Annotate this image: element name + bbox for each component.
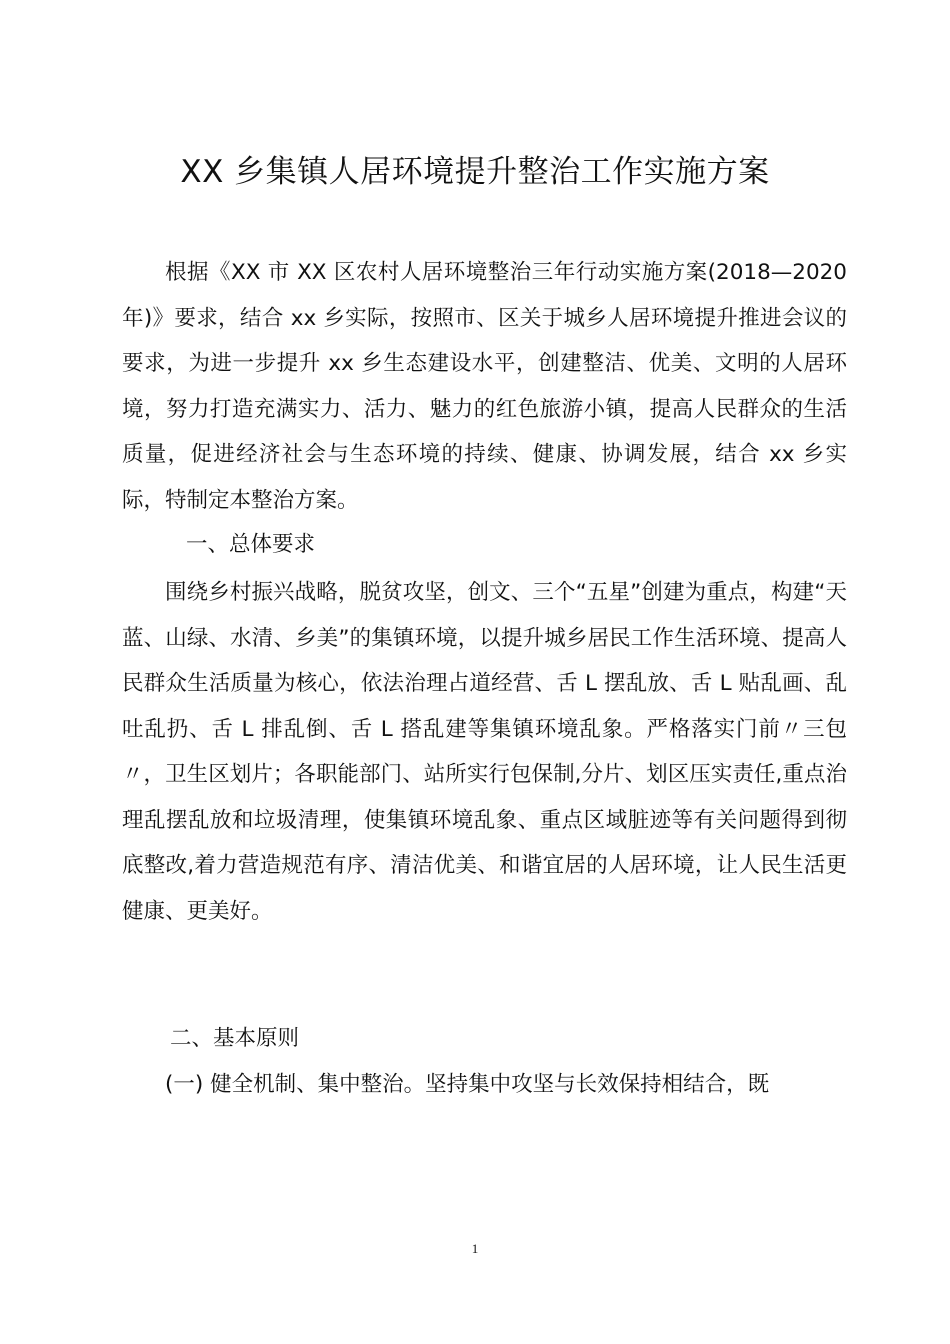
document-title: XX 乡集镇人居环境提升整治工作实施方案 bbox=[180, 154, 770, 190]
intro-paragraph-block bbox=[122, 250, 847, 523]
section-heading-basic-principles: 二、基本原则 bbox=[170, 1026, 300, 1051]
general-requirements-paragraph: 围绕乡村振兴战略，脱贫攻坚，创文、三个“五星”创建为重点，构建“天蓝、山绿、水清、乡美”的集镇环境，以提升城乡居民工作生活环境、提高人民群众生活质量为核心，依法治理占道经营、舌 L 摆乱放、舌 L 贴乱画、乱吐乱扔、舌 L 排乱倒、舌 L 搭乱建等集镇环境乱象。严格落实门前〃三包〃，卫生区划片；各职能部门、站所实行包保制,分片、划区压实责任,重点治理乱摆乱放和垃圾清理，使集镇环境乱象、重点区域脏迹等有关问题得到彻底整改,着力营造规范有序、清洁优美、和谐宜居的人居环境，让人民生活更健康、更美好。 bbox=[122, 580, 847, 924]
general-requirements-paragraph-block bbox=[122, 570, 847, 934]
section-heading-general-requirements: 一、总体要求 bbox=[186, 532, 316, 557]
page-number: 1 bbox=[471, 1241, 479, 1256]
basic-principles-item-1: (一) 健全机制、集中整治。坚持集中攻坚与长效保持相结合，既 bbox=[165, 1072, 770, 1097]
basic-principles-item-block bbox=[122, 1062, 847, 1108]
intro-paragraph: 根据《XX 市 XX 区农村人居环境整治三年行动实施方案(2018—2020 年)》要求，结合 xx 乡实际，按照市、区关于城乡人居环境提升推进会议的要求，为进一步提升 xx 乡生态建设水平，创建整洁、优美、文明的人居环境，努力打造充满实力、活力、魅力的红色旅游小镇，提高人民群众的生活质量，促进经济社会与生态环境的持续、健康、协调发展，结合 xx 乡实际，特制定本整治方案。 bbox=[122, 260, 847, 513]
